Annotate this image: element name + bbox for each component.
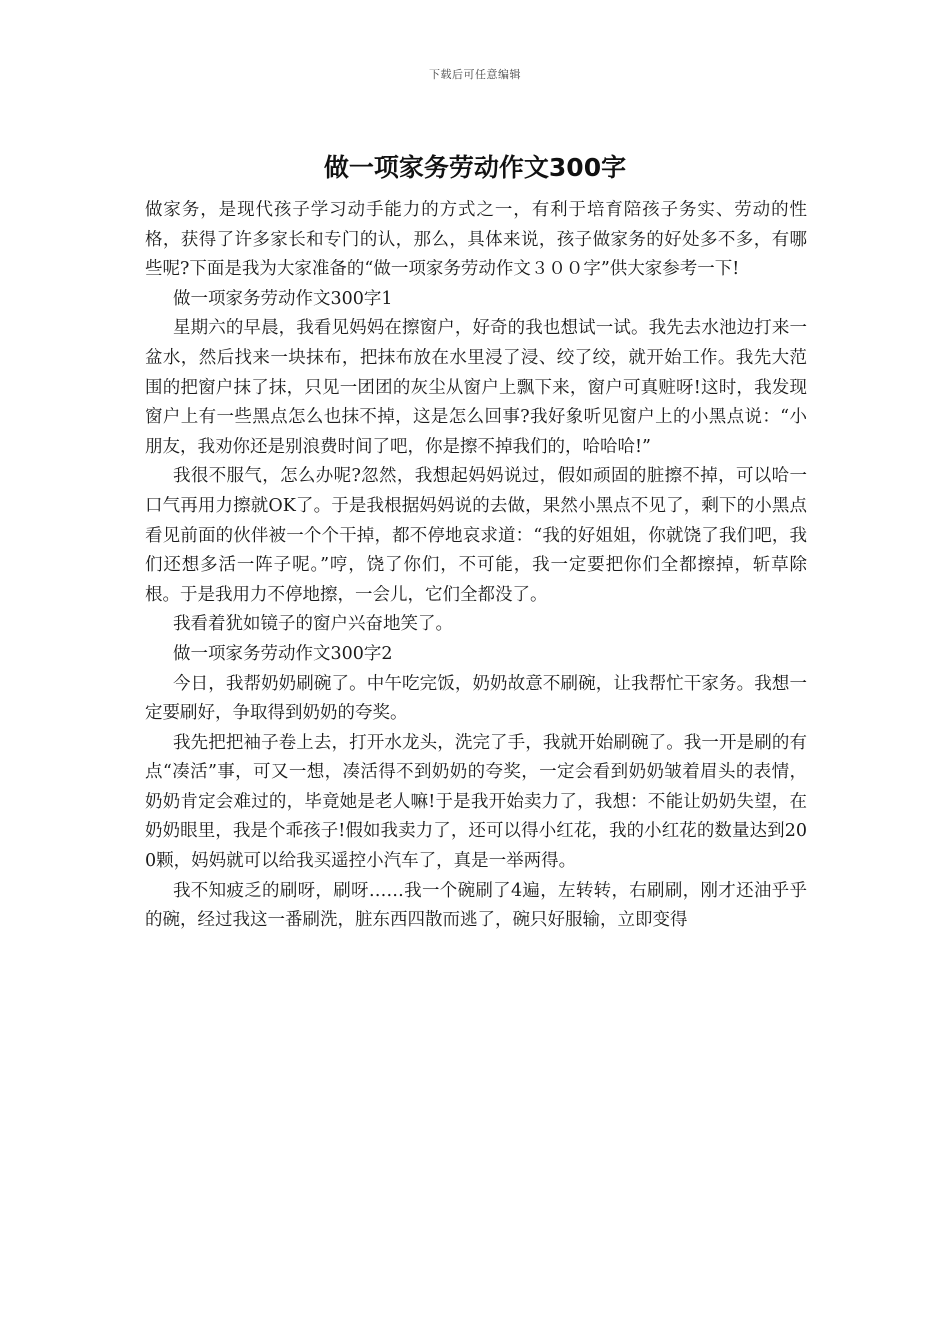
essay-1-heading: 做一项家务劳动作文300字1 [173,288,393,309]
document-body [145,196,807,936]
essay-2-paragraph-2: 我先把把袖子卷上去，打开水龙头，洗完了手，我就开始刷碗了。我一开是刷的有点“凑活”事，可又一想，凑活得不到奶奶的夸奖，一定会看到奶奶皱着眉头的表情，奶奶肯定会难过的，毕竟她是老人嘛!于是我开始卖力了，我想：不能让奶奶失望，在奶奶眼里，我是个乖孩子!假如我卖力了，还可以得小红花，我的小红花的数量达到200颗，妈妈就可以给我买遥控小汽车了，真是一举两得。 [145,732,807,872]
essay-2-paragraph-1: 今日，我帮奶奶刷碗了。中午吃完饭，奶奶故意不刷碗，让我帮忙干家务。我想一定要刷好，争取得到奶奶的夸奖。 [145,673,807,724]
essay-2-heading: 做一项家务劳动作文300字2 [173,643,393,664]
essay-1-paragraph-2: 我很不服气，怎么办呢?忽然，我想起妈妈说过，假如顽固的脏擦不掉，可以哈一口气再用力擦就OK了。于是我根据妈妈说的去做，果然小黑点不见了，剩下的小黑点看见前面的伙伴被一个个干掉，都不停地哀求道：“我的好姐姐，你就饶了我们吧，我们还想多活一阵子呢。”哼，饶了你们，不可能，我一定要把你们全都擦掉，斩草除根。于是我用力不停地擦，一会儿，它们全都没了。 [145,466,807,605]
header-note: 下载后可任意编辑 [429,68,521,81]
essay-1-paragraph-1: 星期六的早晨，我看见妈妈在擦窗户，好奇的我也想试一试。我先去水池边打来一盆水，然后找来一块抹布，把抹布放在水里浸了浸、绞了绞，就开始工作。我先大范围的把窗户抹了抹，只见一团团的灰尘从窗户上飘下来，窗户可真赃呀!这时，我发现窗户上有一些黑点怎么也抹不掉，这是怎么回事?我好象听见窗户上的小黑点说：“小朋友，我劝你还是别浪费时间了吧，你是擦不掉我们的，哈哈哈!” [145,318,807,457]
essay-2-paragraph-3: 我不知疲乏的刷呀，刷呀……我一个碗刷了4遍，左转转，右刷刷，刚才还油乎乎的碗，经过我这一番刷洗，脏东西四散而逃了，碗只好服输，立即变得 [145,880,807,931]
essay-1-paragraph-3: 我看着犹如镜子的窗户兴奋地笑了。 [173,614,453,635]
intro-paragraph: 做家务，是现代孩子学习动手能力的方式之一，有利于培育陪孩子务实、劳动的性格，获得了许多家长和专门的认，那么，具体来说，孩子做家务的好处多不多，有哪些呢?下面是我为大家准备的“做一项家务劳动作文３００字”供大家参考一下! [145,200,807,280]
document-title: 做一项家务劳动作文300字 [323,153,627,182]
